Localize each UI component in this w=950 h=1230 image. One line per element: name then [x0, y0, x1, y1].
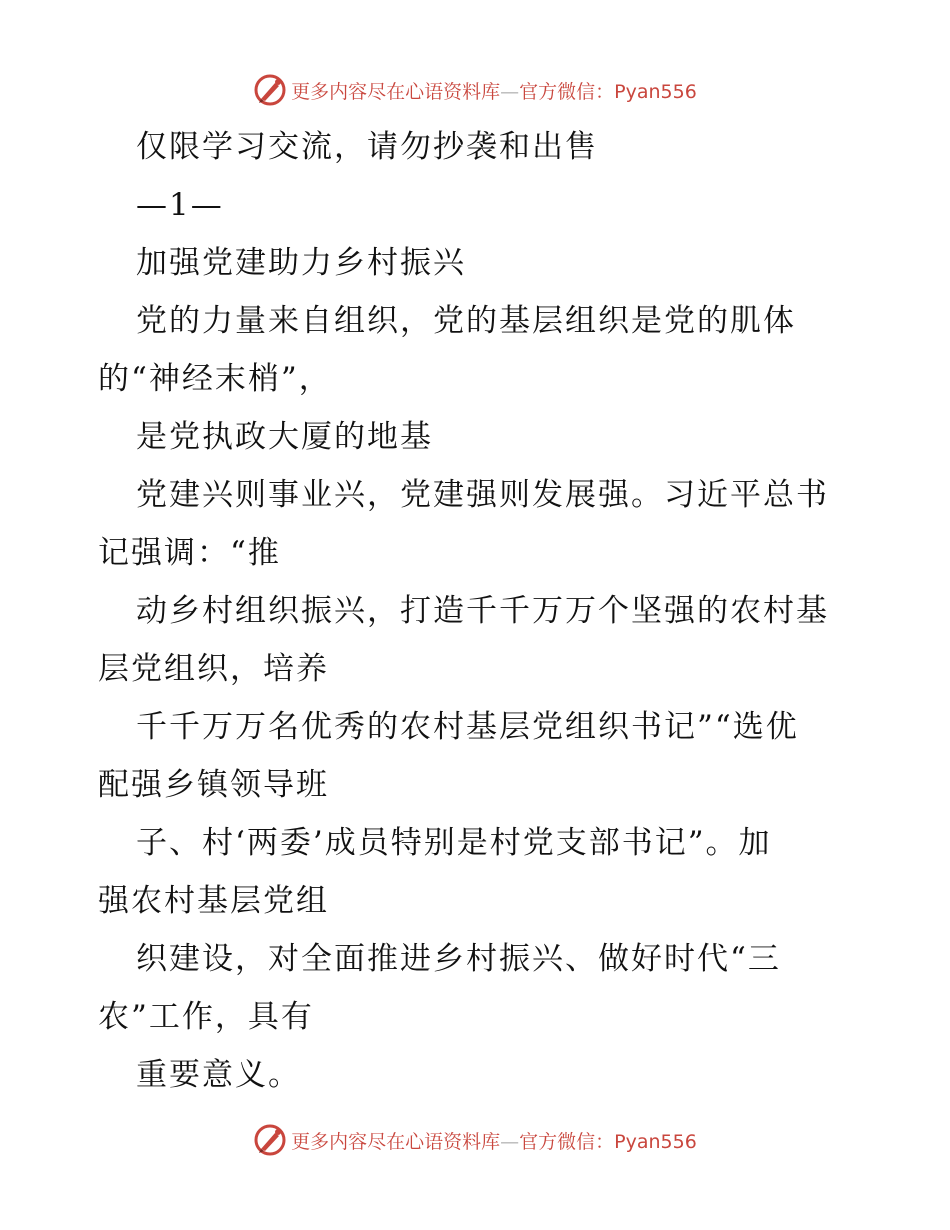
banner-dash: — [500, 1130, 520, 1153]
paragraph-line: 强农村基层党组 [98, 883, 329, 919]
notice-line: 仅限学习交流，请勿抄袭和出售 [136, 129, 598, 165]
banner-text [291, 77, 697, 104]
banner-brand: 更多内容尽在心语资料库 [291, 80, 501, 103]
paragraph-line: 子、村‘两委’成员特别是村党支部书记”。加 [136, 825, 772, 861]
writing-pen-logo-icon [253, 73, 287, 107]
paragraph-line: 重要意义。 [136, 1057, 301, 1093]
banner-text [291, 1127, 697, 1154]
writing-pen-logo-icon [253, 1123, 287, 1157]
paragraph-line: 千千万万名优秀的农村基层党组织书记”“选优 [136, 709, 799, 745]
footer-banner [0, 1120, 950, 1160]
paragraph-line: 配强乡镇领导班 [98, 767, 329, 803]
article-title: 加强党建助力乡村振兴 [136, 245, 466, 281]
paragraph-line: 织建设，对全面推进乡村振兴、做好时代“三 [136, 941, 781, 977]
paragraph-line: 的“神经末梢”， [98, 361, 332, 397]
banner-wechat: 官方微信：Pyan556 [519, 1130, 697, 1153]
paragraph-line: 层党组织，培养 [98, 651, 329, 687]
paragraph-line: 是党执政大厦的地基 [136, 419, 433, 455]
document-body [98, 118, 858, 1104]
banner-dash: — [500, 80, 520, 103]
header-banner [0, 70, 950, 110]
banner-brand: 更多内容尽在心语资料库 [291, 1130, 501, 1153]
paragraph-line: 党的力量来自组织，党的基层组织是党的肌体 [136, 303, 796, 339]
paragraph-line: 动乡村组织振兴，打造千千万万个坚强的农村基 [136, 593, 829, 629]
paragraph-line: 农”工作，具有 [98, 999, 314, 1035]
paragraph-line: 记强调：“推 [98, 535, 281, 571]
banner-wechat: 官方微信：Pyan556 [519, 80, 697, 103]
paragraph-line: 党建兴则事业兴，党建强则发展强。习近平总书 [136, 477, 829, 513]
page-number: —1— [136, 187, 224, 223]
